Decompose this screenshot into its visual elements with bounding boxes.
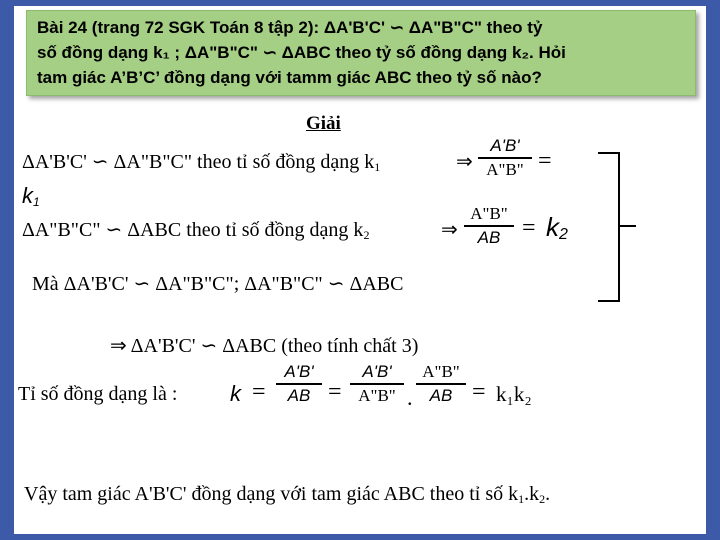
frame-bottom bbox=[0, 534, 720, 540]
equals-2: = bbox=[522, 215, 536, 241]
task-line-1: Bài 24 (trang 72 SGK Toán 8 tập 2): ΔA'B'C' ∽ ΔA"B"C" theo tỷ bbox=[37, 18, 543, 37]
task-box bbox=[26, 10, 696, 96]
ratio-dot: . bbox=[407, 385, 413, 410]
fraction-1-denominator: A"B" bbox=[486, 160, 524, 179]
fraction-1-numerator: A'B' bbox=[490, 136, 520, 155]
fraction-2-numerator: A"B" bbox=[470, 204, 508, 223]
fraction-2 bbox=[464, 204, 514, 248]
ratio-equals-3: = bbox=[472, 379, 486, 405]
task-line-2: số đồng dạng k₁ ; ΔA"B"C" ∽ ΔABC theo tỷ số đồng dạng k₂. Hỏi bbox=[37, 43, 566, 62]
k2-value: k2 bbox=[546, 212, 568, 243]
ratio-fraction-1: A'B' AB bbox=[276, 362, 322, 406]
equation-2-sub: 2 bbox=[363, 228, 370, 242]
frame-right bbox=[706, 0, 720, 540]
fraction-2-bar bbox=[464, 225, 514, 227]
equation-1-sub: 1 bbox=[374, 160, 381, 174]
fraction-2-denominator: AB bbox=[477, 228, 501, 247]
ratio-fraction-2: A'B' A"B" bbox=[350, 362, 404, 406]
ratio-label: Tỉ số đồng dạng là : bbox=[18, 383, 178, 405]
ratio-result: k₁k₂ bbox=[496, 382, 532, 406]
fraction-1 bbox=[478, 136, 532, 180]
equation-1 bbox=[22, 150, 380, 179]
equation-2 bbox=[22, 218, 369, 247]
ratio-equals-2: = bbox=[328, 379, 342, 405]
solution-title: Giải bbox=[306, 113, 341, 134]
conclusion-line: ⇒ ΔA'B'C' ∽ ΔABC (theo tính chất 3) bbox=[110, 335, 419, 357]
equals-1: = bbox=[538, 148, 552, 174]
fraction-1-bar bbox=[478, 157, 532, 159]
k1-value: $k_1$ bbox=[22, 183, 40, 209]
final-conclusion: Vậy tam giác A'B'C' đồng dạng với tam giác ABC theo tỉ số $k_1.k_2$. bbox=[24, 483, 551, 506]
equation-1-text: ΔA'B'C' ∽ ΔA"B"C" theo tỉ số đồng dạng k bbox=[22, 151, 375, 173]
frame-left bbox=[0, 0, 14, 540]
implies-1: ⇒ bbox=[456, 151, 473, 173]
bracket-tick bbox=[618, 225, 636, 227]
right-bracket bbox=[598, 152, 620, 302]
frame-top bbox=[0, 0, 720, 6]
ratio-equals-1: = bbox=[252, 379, 266, 405]
equation-2-text: ΔA"B"C" ∽ ΔABC theo tỉ số đồng dạng k bbox=[22, 219, 364, 241]
ratio-fraction-3: A"B" AB bbox=[416, 362, 466, 406]
ratio-k: k bbox=[230, 381, 241, 406]
premise-line: Mà ΔA'B'C' ∽ ΔA"B"C"; ΔA"B"C" ∽ ΔABC bbox=[32, 273, 404, 295]
task-line-3: tam giác A’B’C’ đồng dạng với tamm giác ABC theo tỷ số nào? bbox=[37, 68, 542, 87]
implies-2: ⇒ bbox=[441, 219, 458, 241]
